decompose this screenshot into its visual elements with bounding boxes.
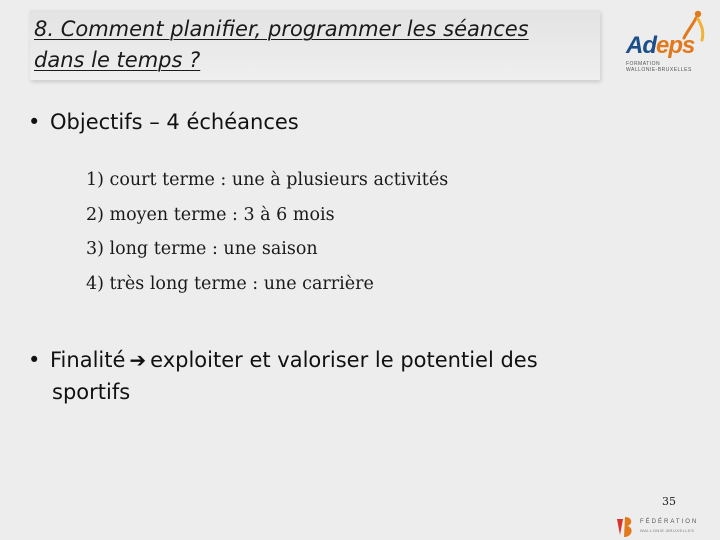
adeps-subtitle [626,61,692,73]
federation-name: FÉDÉRATION [640,519,699,525]
federation-logo [614,515,714,539]
finalite-text-continued: sportifs [52,380,131,404]
list-item: 1) court terme : une à plusieurs activités [86,170,449,190]
page-number: 35 [662,495,676,508]
adeps-sub-line-2: WALLONIE-BRUXELLES [626,67,692,73]
bullet-objectifs [28,106,299,138]
finalite-label: Finalité [50,348,126,372]
title-line-1: 8. Comment planifier, programmer les séances [34,17,529,41]
list-item: 3) long terme : une saison [86,239,318,259]
title-line-2: dans le temps ? [34,48,201,72]
federation-subtitle: WALLONIE-BRUXELLES [640,528,695,533]
list-item: 2) moyen terme : 3 à 6 mois [86,204,335,225]
adeps-sub-line-1: FORMATION [626,61,661,67]
bullet-dot: • [28,110,41,134]
adeps-logo [620,8,710,72]
right-arrow-icon: ➔ [129,348,147,372]
finalite-text: exploiter et valoriser le potentiel des [150,348,538,372]
adeps-wordmark [626,32,694,60]
echeances-list [86,163,448,301]
bullet-objectifs-text: Objectifs – 4 échéances [50,110,299,134]
brand-ad: Ad [626,32,656,59]
title-box [30,10,600,80]
bullet-dot: • [28,348,41,372]
slide-title [34,14,594,76]
list-item: 4) très long terme : une carrière [86,273,374,294]
bullet-finalite [28,344,648,408]
brand-eps: eps [656,32,695,59]
federation-emblem-icon [614,515,636,539]
